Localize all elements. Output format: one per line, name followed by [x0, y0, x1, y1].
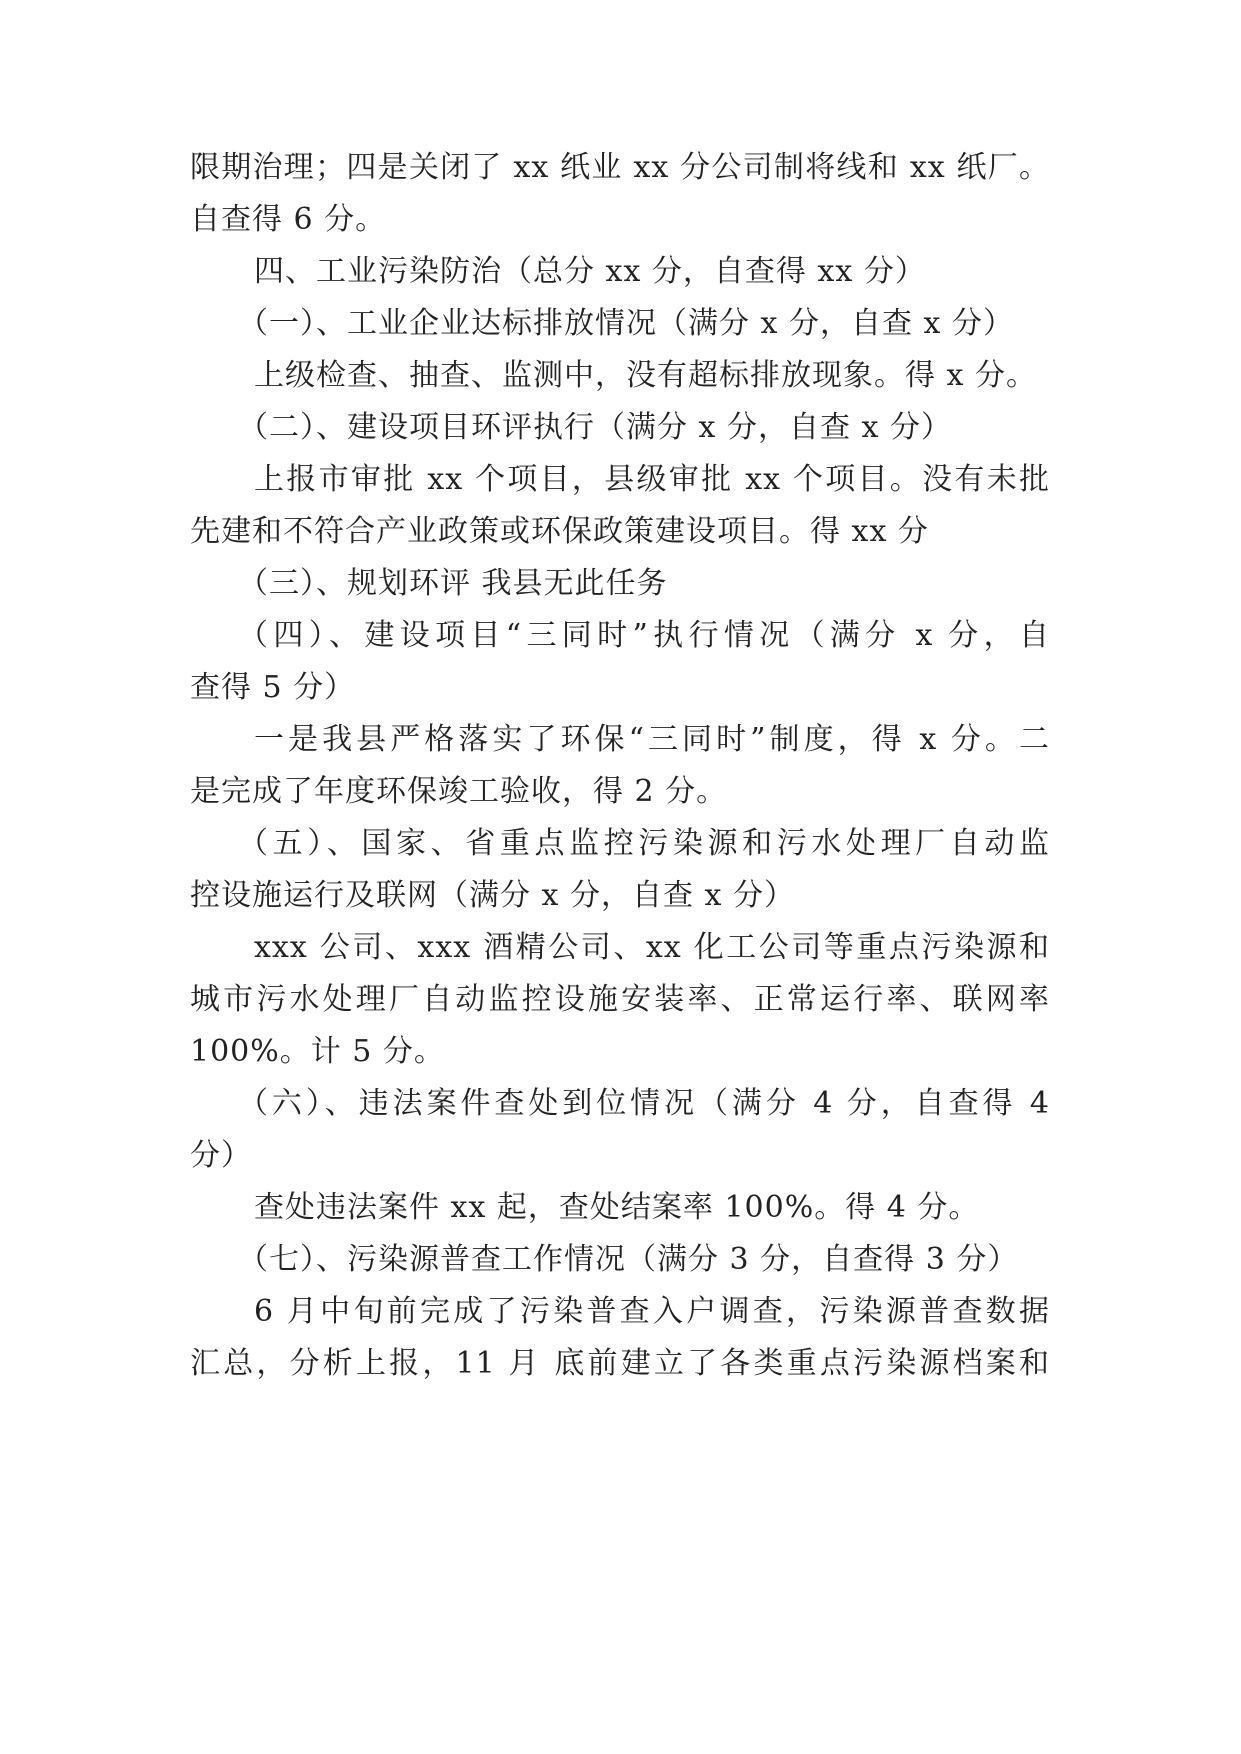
text-line: 6 月中旬前完成了污染普查入户调查，污染源普查数据 — [254, 1294, 1050, 1329]
text-line: xxx 公司、xxx 酒精公司、xx 化工公司等重点污染源和 — [254, 930, 1050, 965]
text-line: 汇总，分析上报，11 月 底前建立了各类重点污染源档案和 — [190, 1346, 1050, 1381]
subsection-heading: （二）、建设项目环评执行（满分 x 分，自查 x 分） — [238, 410, 952, 445]
text-line: 一是我县严格落实了环保“三同时”制度，得 x 分。二 — [254, 722, 1050, 757]
text-line: 自查得 6 分。 — [190, 202, 387, 237]
text-line: 先建和不符合产业政策或环保政策建设项目。得 xx 分 — [190, 514, 929, 549]
text-line: 控设施运行及联网（满分 x 分，自查 x 分） — [190, 878, 795, 913]
text-line: 限期治理；四是关闭了 xx 纸业 xx 分公司制将线和 xx 纸厂。 — [190, 150, 1050, 185]
text-line: 查处违法案件 xx 起，查处结案率 100%。得 4 分。 — [254, 1190, 980, 1225]
subsection-heading: （六）、违法案件查处到位情况（满分 4 分，自查得 4 — [238, 1086, 1050, 1121]
subsection-heading: （三）、规划环评 我县无此任务 — [238, 566, 668, 601]
text-line: 上级检查、抽查、监测中，没有超标排放现象。得 x 分。 — [254, 358, 1037, 393]
text-line: 查得 5 分） — [190, 670, 356, 705]
subsection-heading: （五）、国家、省重点监控污染源和污水处理厂自动监 — [238, 826, 1050, 861]
text-line: 上报市审批 xx 个项目，县级审批 xx 个项目。没有未批 — [254, 462, 1050, 497]
text-line: 100%。计 5 分。 — [190, 1034, 445, 1069]
subsection-heading: （四）、建设项目“三同时”执行情况（满分 x 分，自 — [238, 618, 1050, 653]
subsection-heading: （七）、污染源普查工作情况（满分 3 分，自查得 3 分） — [238, 1242, 1019, 1277]
subsection-heading: （一）、工业企业达标排放情况（满分 x 分，自查 x 分） — [238, 306, 1014, 341]
section-heading: 四、工业污染防治（总分 xx 分，自查得 xx 分） — [254, 254, 926, 289]
text-line: 分） — [190, 1138, 252, 1173]
text-line: 城市污水处理厂自动监控设施安装率、正常运行率、联网率 — [190, 982, 1050, 1017]
text-line: 是完成了年度环保竣工验收，得 2 分。 — [190, 774, 728, 809]
